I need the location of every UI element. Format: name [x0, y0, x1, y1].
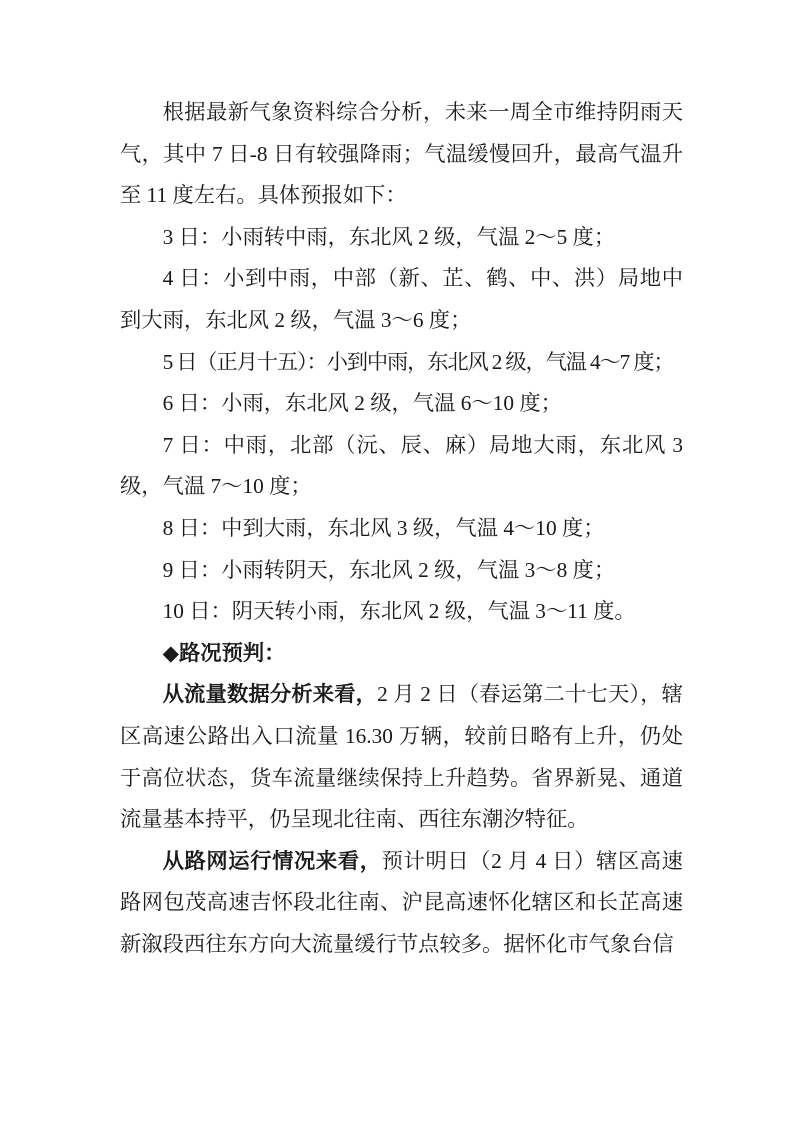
forecast-day-10 [120, 591, 683, 633]
weather-intro-text: 根据最新气象资料综合分析，未来一周全市维持阴雨天气，其中 7 日-8 日有较强降雨；气温缓慢回升，最高气温升至 11 度左右。具体预报如下： [120, 100, 683, 208]
forecast-day-7-text: 7 日：中雨，北部（沅、辰、麻）局地大雨，东北风 3 级，气温 7～10 度； [120, 432, 683, 499]
road-forecast-heading-text: ◆路况预判： [162, 640, 286, 665]
forecast-day-8 [120, 508, 683, 550]
forecast-day-3-text: 3 日：小雨转中雨，东北风 2 级，气温 2～5 度； [162, 224, 616, 249]
forecast-day-9-text: 9 日：小雨转阴天，东北风 2 级，气温 3～8 度； [162, 557, 616, 582]
forecast-day-3 [120, 217, 683, 259]
forecast-day-4 [120, 258, 683, 341]
road-network-text: 预计明日（2 月 4 日）辖区高速路网包茂高速吉怀段北往南、沪昆高速怀化辖区和长芷高速新溆段西往东方向大流量缓行节点较多。据怀化市气象台信 [120, 848, 683, 956]
traffic-flow-lead: 从流量数据分析来看， [162, 682, 378, 707]
road-forecast-heading [120, 633, 683, 675]
forecast-day-8-text: 8 日：中到大雨，东北风 3 级，气温 4～10 度； [162, 515, 605, 540]
forecast-day-4-text: 4 日：小到中雨，中部（新、芷、鹤、中、洪）局地中到大雨，东北风 2 级，气温 3～6 度； [120, 266, 683, 332]
forecast-day-7 [120, 425, 683, 508]
road-network-lead: 从路网运行情况来看， [162, 848, 382, 873]
forecast-day-6-text: 6 日：小雨，东北风 2 级，气温 6～10 度； [162, 391, 562, 416]
traffic-flow-text: 2 月 2 日（春运第二十七天），辖区高速公路出入口流量 16.30 万辆，较前日略有上升，仍处于高位状态，货车流量继续保持上升趋势。省界新晃、通道流量基本持平，仍呈现北往南、西往东潮汐特征。 [120, 682, 683, 832]
forecast-day-5 [120, 342, 683, 384]
forecast-day-5-text: 5 日（正月十五）：小到中雨，东北风 2 级，气温 4～7 度； [162, 349, 674, 374]
weather-intro-paragraph [120, 92, 683, 217]
road-network-paragraph [120, 841, 683, 966]
traffic-flow-paragraph [120, 674, 683, 840]
forecast-day-6 [120, 383, 683, 425]
forecast-day-10-text: 10 日：阴天转小雨，东北风 2 级，气温 3～11 度。 [162, 599, 636, 624]
forecast-day-9 [120, 550, 683, 592]
